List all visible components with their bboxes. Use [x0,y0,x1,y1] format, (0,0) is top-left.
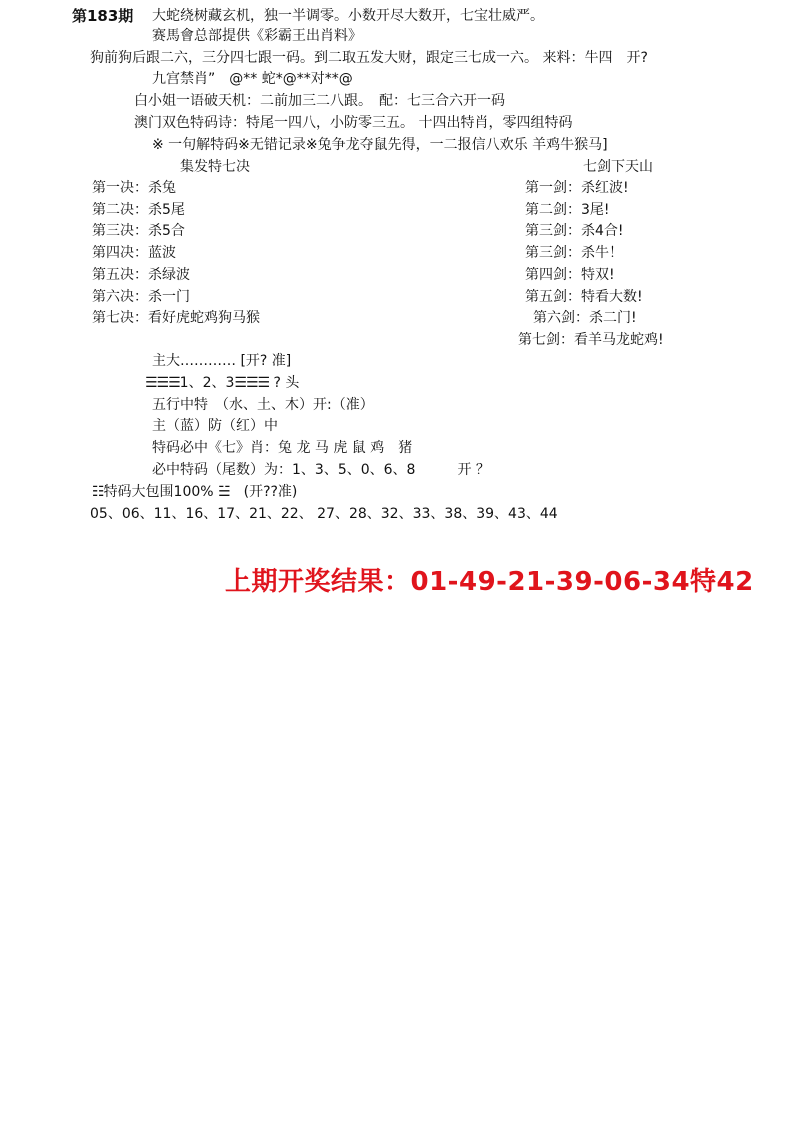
right-item: 第二剑：3尾! [525,202,610,218]
header-line-4: 九宫禁肖” @** 蛇*@**对**@ [152,71,353,87]
heads-suffix: ? 头 [269,375,300,391]
wave-line: 主（蓝）防（红）中 [152,418,278,434]
bars-glyph: ☰☰☰ [145,375,180,391]
big-range-line [92,483,297,501]
heads-line [145,374,299,392]
header-line-6: 澳门双色特码诗：特尾一四八，小防零三五。 十四出特肖，零四组特码 [134,115,573,131]
five-elements-line: 五行中特 （水、土、木）开:（准） [152,397,374,413]
main-big-line: 主大………… [开? 准] [152,353,292,369]
right-item: 第四剑：特双! [525,267,615,283]
left-item: 第四决：蓝波 [92,245,176,261]
zodiac-line: 特码必中《七》肖：兔 龙 马 虎 鼠 鸡 猪 [152,440,413,456]
numbers-line: 05、06、11、16、17、21、22、 27、28、32、33、38、39、43、44 [90,506,558,522]
last-result: 上期开奖结果：01-49-21-39-06-34特42 [225,567,754,597]
left-column-title: 集发特七决 [180,159,250,175]
bars-glyph: ☷ [92,484,104,500]
right-item: 第一剑：杀红波! [525,180,629,196]
header-line-3: 狗前狗后跟二六，三分四七跟一码。到二取五发大财，跟定三七成一六。 来料：牛四 开? [90,50,648,66]
big-range-label: 特码大包围100% [103,484,214,500]
heads-text: 1、2、3 [179,375,235,391]
right-item: 第五剑：特看大数! [525,289,643,305]
left-item: 第六决：杀一门 [92,289,190,305]
left-item: 第一决：杀兔 [92,180,176,196]
right-column-title: 七剑下天山 [583,159,653,175]
issue-number: 第183期 [72,7,134,25]
header-line-5: 白小姐一语破天机：二前加三二八跟。 配：七三合六开一码 [134,93,505,109]
tail-line: 必中特码（尾数）为：1、3、5、0、6、8 开 ？ [152,462,490,478]
big-range-suffix: (开??准) [229,484,298,500]
header-line-2: 赛馬會总部提供《彩霸王出肖料》 [152,28,362,44]
bars-glyph: ☱ [218,484,230,500]
left-item: 第七决：看好虎蛇鸡狗马猴 [92,310,260,326]
right-item: 第六剑：杀二门! [533,310,637,326]
right-item: 第三剑：杀牛！ [525,245,623,261]
right-item: 第三剑：杀4合! [525,223,624,239]
header-line-7: ※ 一句解特码※无错记录※兔争龙夺鼠先得，一二报信八欢乐 羊鸡牛猴马] [152,137,608,153]
bars-glyph: ☰☰☰ [234,375,270,391]
right-item: 第七剑：看羊马龙蛇鸡! [518,332,664,348]
left-item: 第二决：杀5尾 [92,202,185,218]
left-item: 第三决：杀5合 [92,223,185,239]
header-line-1: 大蛇绕树藏玄机，独一半调零。小数开尽大数开，七宝壮威严。 [152,8,544,24]
left-item: 第五决：杀绿波 [92,267,190,283]
